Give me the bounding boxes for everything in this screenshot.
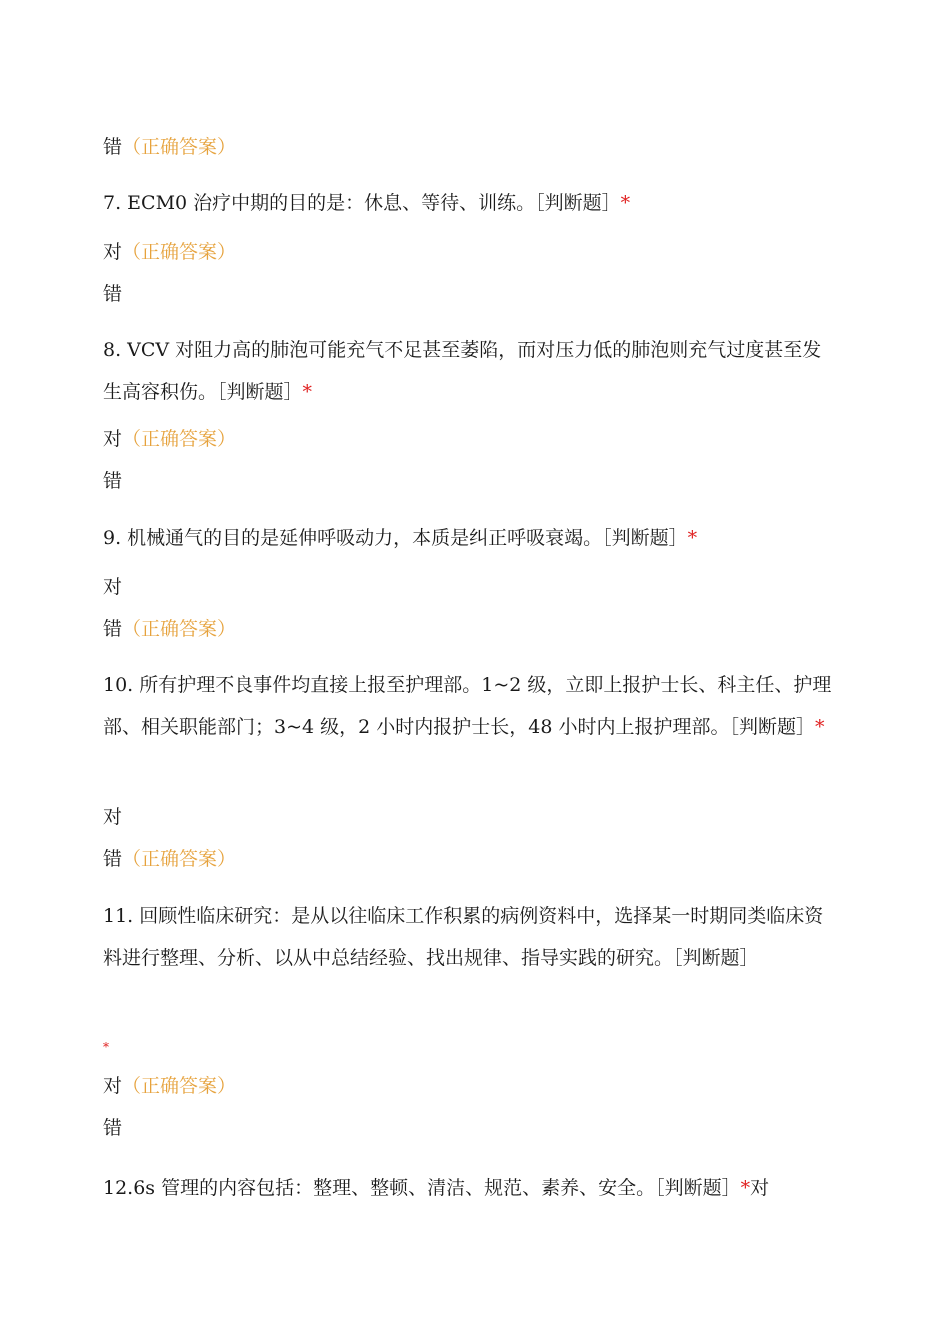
question-text: 9. 机械通气的目的是延伸呼吸动力，本质是纠正呼吸衰竭。［判断题］: [103, 527, 688, 549]
q11-option-false[interactable]: [103, 1116, 122, 1140]
option-label: 对: [103, 1075, 123, 1097]
q11-option-true[interactable]: [103, 1074, 236, 1098]
q11-question: [103, 895, 838, 979]
question-text: 8. VCV 对阻力高的肺泡可能充气不足甚至萎陷，而对压力低的肺泡则充气过度甚至发生高容积伤。［判断题］: [103, 339, 822, 403]
option-label: 错: [103, 470, 123, 492]
q9-question: [103, 526, 697, 550]
correct-answer-tag: （正确答案）: [122, 1075, 237, 1097]
question-text: 10. 所有护理不良事件均直接上报至护理部。1~2 级，立即上报护士长、科主任、护理部、相关职能部门；3~4 级，2 小时内报护士长，48 小时内上报护理部。［判断题］: [103, 674, 832, 738]
option-label: 错: [103, 1117, 123, 1139]
required-mark: *: [620, 192, 631, 214]
q8-option-false[interactable]: [103, 469, 122, 493]
q9-option-true[interactable]: [103, 575, 122, 599]
q7-question: [103, 191, 630, 215]
q7-option-true[interactable]: [103, 240, 236, 264]
required-mark: *: [740, 1177, 751, 1199]
question-text: 7. ECM0 治疗中期的目的是：休息、等待、训练。［判断题］: [103, 192, 621, 214]
correct-answer-tag: （正确答案）: [122, 241, 237, 263]
option-label: 对: [103, 576, 123, 598]
option-label: 错: [103, 848, 123, 870]
correct-answer-tag: （正确答案）: [122, 428, 237, 450]
q8-question: [103, 329, 838, 413]
correct-answer-tag: （正确答案）: [122, 136, 237, 158]
question-text: 11. 回顾性临床研究：是从以往临床工作积累的病例资料中，选择某一时期同类临床资料进行整理、分析、以从中总结经验、找出规律、指导实践的研究。［判断题］: [103, 905, 824, 969]
q9-option-false[interactable]: [103, 617, 236, 641]
correct-answer-tag: （正确答案）: [122, 618, 237, 640]
required-mark: *: [302, 381, 313, 403]
option-label: 错: [103, 283, 123, 305]
required-mark: *: [687, 527, 698, 549]
q12-question: [103, 1176, 769, 1200]
option-label: 对: [103, 241, 123, 263]
q10-option-false[interactable]: [103, 847, 236, 871]
q7-option-false[interactable]: [103, 282, 122, 306]
q8-option-true[interactable]: [103, 427, 236, 451]
q10-question: [103, 664, 838, 748]
q10-option-true[interactable]: [103, 805, 122, 829]
required-mark: *: [814, 716, 825, 738]
q11-required-mark: [103, 1033, 109, 1059]
question-text: 12.6s 管理的内容包括：整理、整顿、清洁、规范、素养、安全。［判断题］: [103, 1177, 741, 1199]
q12-option-true[interactable]: 对: [750, 1177, 770, 1199]
correct-answer-tag: （正确答案）: [122, 848, 237, 870]
required-mark: *: [103, 1040, 109, 1054]
option-label: 错: [103, 136, 123, 158]
option-label: 对: [103, 428, 123, 450]
option-label: 对: [103, 806, 123, 828]
q6-option-false[interactable]: [103, 135, 236, 159]
option-label: 错: [103, 618, 123, 640]
